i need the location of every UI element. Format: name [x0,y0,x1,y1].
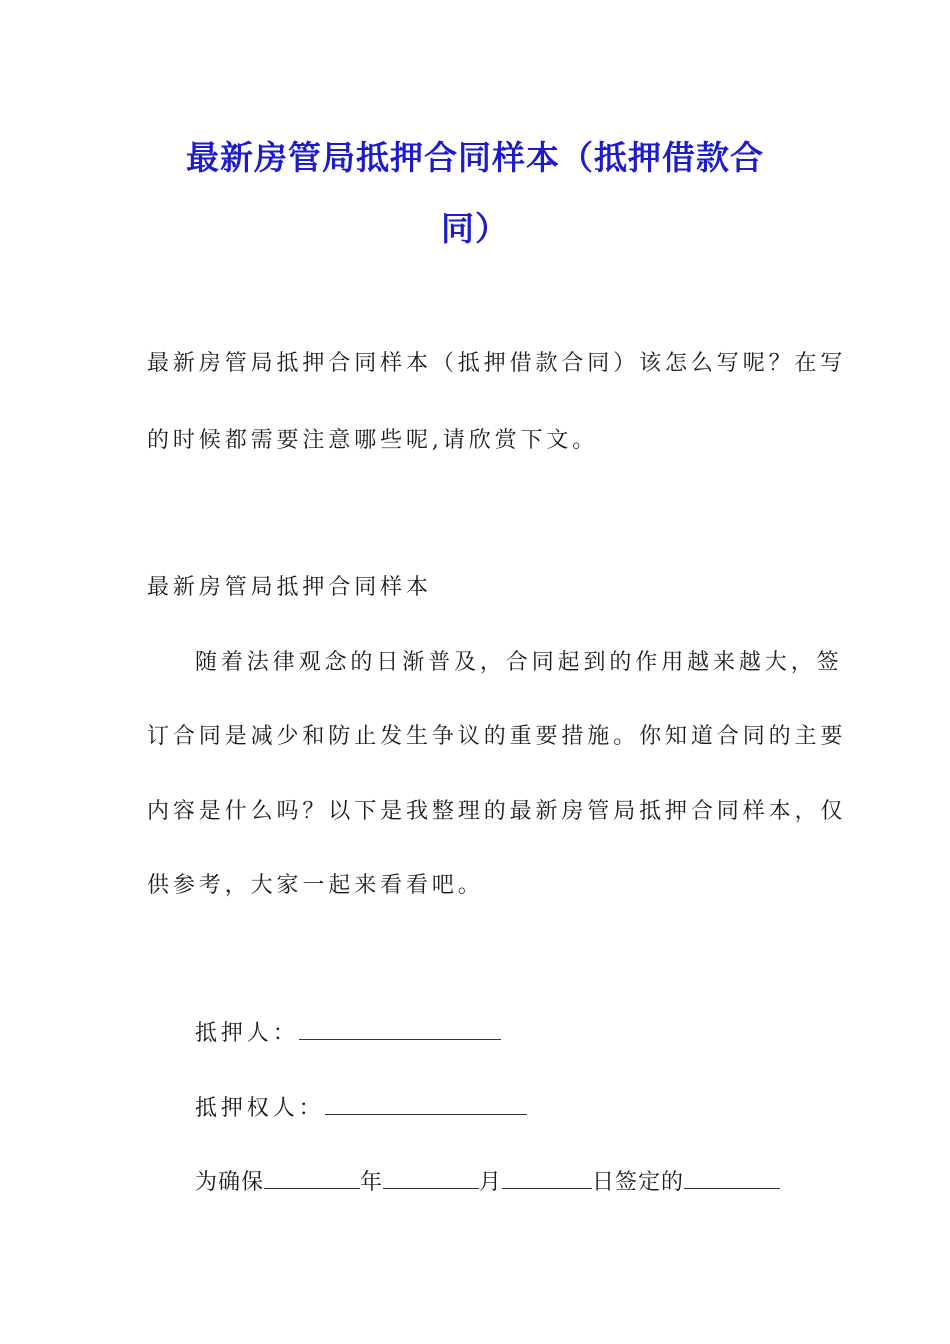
mortgagee-field [195,1091,527,1122]
document-title-line-2: 同） [441,209,509,248]
ensure-clause [195,1165,780,1196]
section-heading: 最新房管局抵押合同样本 [147,575,432,600]
mortgagor-blank [299,1023,501,1040]
year-blank [264,1172,360,1189]
mortgagee-blank [325,1098,527,1115]
mortgagee-label: 抵押权人： [195,1096,325,1121]
ensure-prefix: 为确保 [195,1170,265,1195]
year-label: 年 [360,1170,384,1195]
mortgagor-label: 抵押人： [195,1021,299,1046]
mortgagor-field [195,1016,501,1047]
intro-line-2: 的时候都需要注意哪些呢,请欣赏下文。 [147,428,599,453]
day-blank [502,1172,592,1189]
month-label: 月 [479,1170,503,1195]
intro-line-1: 最新房管局抵押合同样本（抵押借款合同）该怎么写呢？在写 [147,351,847,376]
paragraph-line-4: 供参考，大家一起来看看吧。 [147,873,484,898]
document-title-line-1: 最新房管局抵押合同样本（抵押借款合 [186,138,764,177]
paragraph-line-1: 随着法律观念的日渐普及，合同起到的作用越来越大，签 [195,650,843,675]
month-blank [383,1172,479,1189]
day-signed-label: 日签定的 [592,1170,685,1195]
paragraph-line-3: 内容是什么吗？以下是我整理的最新房管局抵押合同样本，仅 [147,799,847,824]
paragraph-line-2: 订合同是减少和防止发生争议的重要措施。你知道合同的主要 [147,724,847,749]
contract-blank [684,1172,780,1189]
